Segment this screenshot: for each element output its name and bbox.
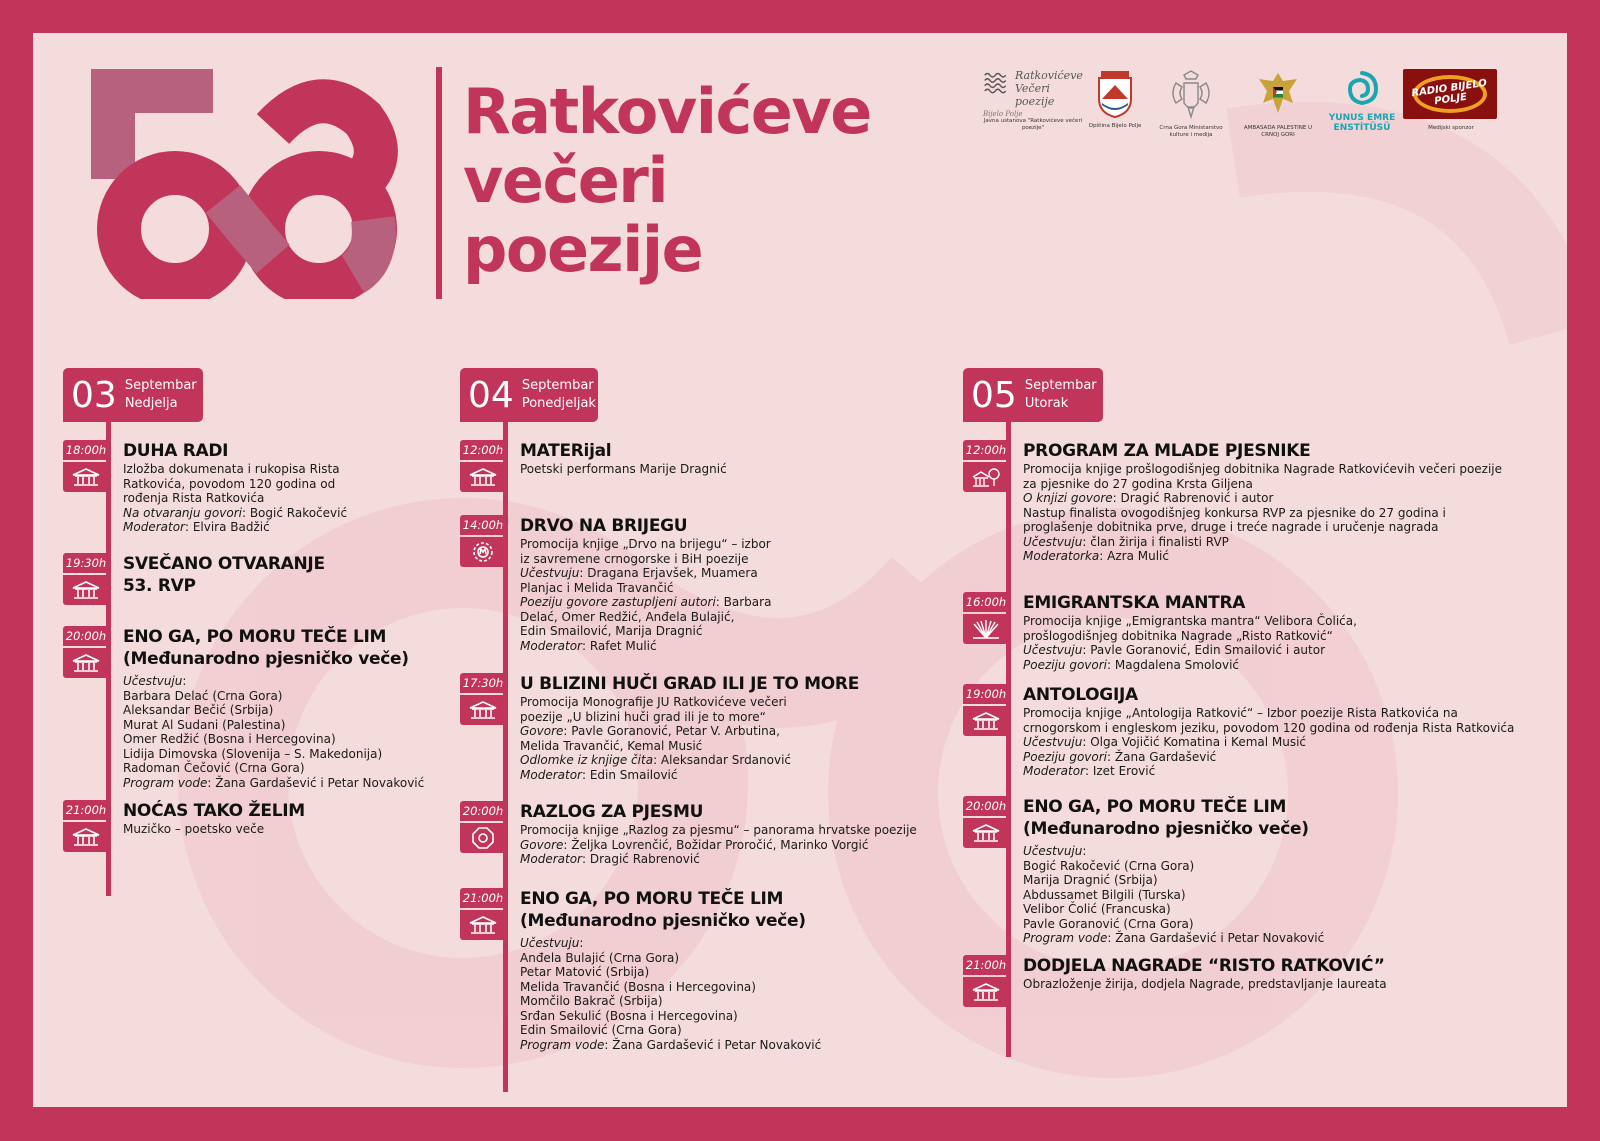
event-title: U BLIZINI HUČI GRAD ILI JE TO MORE	[520, 674, 860, 694]
building-icon	[63, 648, 109, 678]
building-icon	[460, 910, 506, 940]
book-icon	[963, 614, 1009, 644]
event-title-line-2: 53. RVP	[123, 576, 196, 596]
event-detail-line: Delać, Omer Redžić, Anđela Bulajić,	[520, 609, 735, 624]
event-time: 19:00h	[963, 684, 1009, 704]
event-detail-line: Program vode: Žana Gardašević i Petar Novaković	[520, 1037, 822, 1052]
event-title: DRVO NA BRIJEGU	[520, 516, 688, 536]
event-description	[520, 537, 771, 653]
event-detail-line: Učestvuju:	[520, 936, 584, 950]
event-title: ANTOLOGIJA	[1023, 685, 1138, 705]
event-title: NOĆAS TAKO ŽELIM	[123, 801, 305, 821]
day-tab	[460, 368, 598, 422]
event-detail-line: Omer Redžić (Bosna i Hercegovina)	[123, 732, 336, 746]
event-description	[520, 936, 821, 1052]
building-icon	[963, 706, 1009, 736]
event-detail-line: O knjizi govore: Dragić Rabrenović i autor	[1023, 491, 1274, 505]
event-detail-line: Poeziju govori: Žana Gardašević	[1023, 749, 1217, 764]
event-detail-line: Poeziju govore zastupljeni autori: Barbara	[520, 595, 772, 609]
event-time: 18:00h	[63, 440, 109, 460]
event-detail-line: Program vode: Žana Gardašević i Petar Novaković	[123, 775, 425, 790]
event-time: 16:00h	[963, 592, 1009, 612]
event-description	[123, 822, 305, 837]
event-title: MATERijal	[520, 441, 612, 461]
event-detail-line: Poeziju govori: Magdalena Smolović	[1023, 657, 1240, 672]
event-detail-line: Srđan Sekulić (Bosna i Hercegovina)	[520, 1008, 738, 1023]
day-month: Septembar	[521, 378, 594, 393]
event-detail-line: Ratkovića, povodom 120 godina od	[123, 476, 336, 491]
event-title: RAZLOG ZA PJESMU	[520, 802, 704, 822]
event-time: 20:00h	[963, 796, 1009, 816]
event-detail-line: Učestvuju: član žirija i finalisti RVP	[1023, 534, 1229, 549]
event-description	[1023, 462, 1502, 564]
event-detail-line: Murat Al Sudani (Palestina)	[123, 717, 286, 732]
event-detail-line: proglašenje dobitnika prve, druge i treće nagrade i uručenje nagrada	[1023, 520, 1439, 534]
building-icon	[963, 977, 1009, 1007]
event-detail-line: Barbara Delać (Crna Gora)	[123, 688, 283, 703]
day-weekday: Ponedjeljak	[521, 396, 596, 411]
event-detail-line: iz savremene crnogorske i BiH poezije	[520, 551, 749, 566]
day-number: 05	[971, 374, 1017, 416]
event-detail-line: Petar Matović (Srbija)	[520, 965, 650, 979]
event-detail-line: Abdussamet Bilgili (Turska)	[1023, 887, 1186, 902]
event-title: SVEČANO OTVARANJE	[123, 554, 325, 574]
title-divider	[436, 67, 442, 299]
event-time: 20:00h	[63, 626, 109, 646]
event-detail-line: Moderator: Rafet Mulić	[520, 638, 657, 653]
event-detail-line: Nastup finalista ovogodišnjeg konkursa RVP za pjesnike do 27 godina i	[1023, 505, 1446, 520]
building-icon	[460, 462, 506, 492]
day-weekday: Nedjelja	[124, 396, 178, 411]
building-icon	[460, 695, 506, 725]
gear-emblem-icon	[460, 537, 506, 567]
event-detail-line: Govore: Pavle Goranović, Petar V. Arbutina,	[520, 724, 780, 738]
event-detail-line: Govore: Željka Lovrenčić, Božidar Proročić, Marinko Vorgić	[520, 837, 869, 852]
event-detail-line: Moderator: Elvira Badžić	[123, 520, 270, 534]
event-time: 12:00h	[963, 440, 1009, 460]
event-detail-line: Radoman Čečović (Crna Gora)	[123, 761, 305, 775]
eagle-emblem-icon	[1253, 69, 1303, 121]
event-detail-line: Promocija knjige „Antologija Ratković“ – Izbor poezije Rista Ratkovića na	[1023, 706, 1458, 720]
sponsor-yunus-text: YUNUS EMRE ENSTİTÜSÜ	[1328, 113, 1396, 133]
library-tree-icon	[963, 462, 1009, 492]
event-detail-line: za pjesnike do 27 godina Krsta Giljena	[1023, 476, 1253, 491]
event-time: 17:30h	[460, 673, 506, 693]
event-detail-line: Moderator: Edin Smailović	[520, 767, 678, 782]
poster	[33, 33, 1567, 1107]
sponsor-logos	[983, 69, 1553, 149]
waves-icon	[983, 69, 1011, 99]
event-time: 21:00h	[963, 955, 1009, 975]
event-detail-line: Aleksandar Bečić (Srbija)	[123, 703, 274, 717]
sponsor-vecer-text3: Bijelo Polje	[983, 110, 1023, 118]
event-detail-line: Učestvuju:	[123, 674, 187, 688]
event-detail-line: Promocija Monografije JU Ratkovićeve večeri	[520, 695, 787, 709]
event-description	[520, 823, 917, 867]
title-line-1: Ratkovićeve	[463, 75, 871, 148]
event-title: DUHA RADI	[123, 441, 229, 461]
event-detail-line: rođenja Rista Ratkovića	[123, 491, 265, 505]
day-month: Septembar	[124, 378, 197, 393]
event-description	[1023, 844, 1324, 946]
sponsor-radio-text: RADIO BIJELO POLJE	[1410, 77, 1488, 108]
day-number: 03	[71, 374, 117, 416]
event-detail-line: Marija Dragnić (Srbija)	[1023, 873, 1158, 887]
sponsor-vecer-text2: Večeri poezije	[1014, 82, 1055, 108]
sponsor-palestine	[1235, 69, 1321, 139]
day-weekday: Utorak	[1024, 396, 1069, 411]
event-title-line-2: (Međunarodno pjesničko veče)	[520, 911, 806, 931]
sponsor-yunus-emre	[1327, 69, 1397, 133]
sponsor-crna-gora-caption: Crna Gora Ministarstvo kulture i medija	[1159, 125, 1223, 138]
event-detail-line: Promocija knjige prošlogodišnjeg dobitnika Nagrade Ratkovićevih večeri poezije	[1023, 462, 1503, 476]
event-detail-line: Velibor Čolić (Francuska)	[1023, 902, 1171, 916]
event-description	[1023, 614, 1357, 672]
event-time: 19:30h	[63, 553, 109, 573]
building-icon	[63, 575, 109, 605]
event-detail-line: Učestvuju: Dragana Erjavšek, Muamera	[520, 566, 758, 580]
event-title: ENO GA, PO MORU TEČE LIM	[1023, 797, 1287, 817]
day-tab	[963, 368, 1103, 422]
sponsor-radio-caption: Medijski sponzor	[1428, 125, 1474, 131]
event-detail-line: Moderator: Dragić Rabrenović	[520, 852, 700, 866]
event-detail-line: Edin Smailović (Crna Gora)	[520, 1023, 682, 1037]
event-detail-line: prošlogodišnjeg dobitnika Nagrade „Risto Ratković“	[1023, 628, 1333, 643]
event-title: DODJELA NAGRADE “RISTO RATKOVIĆ”	[1023, 956, 1385, 976]
event-detail-line: Melida Travančić, Kemal Musić	[520, 738, 703, 753]
title-line-2: večeri	[463, 144, 668, 217]
sponsor-vecer-caption: Javna ustanova "Ratkovićeve večeri poezije"	[983, 118, 1083, 131]
festival-53-logo	[73, 69, 413, 299]
event-detail-line: Edin Smailović, Marija Dragnić	[520, 624, 703, 638]
event-description	[1023, 706, 1514, 779]
day-month: Septembar	[1024, 378, 1097, 393]
sponsor-radio	[1403, 69, 1499, 132]
event-title: EMIGRANTSKA MANTRA	[1023, 593, 1246, 613]
event-detail-line: Promocija knjige „Emigrantska mantra“ Velibora Čolića,	[1023, 614, 1357, 628]
coat-of-arms-icon	[1166, 69, 1216, 121]
event-detail-line: Moderator: Izet Erović	[1023, 764, 1156, 778]
event-detail-line: Momčilo Bakrač (Srbija)	[520, 994, 663, 1008]
event-title-line-2: (Međunarodno pjesničko veče)	[123, 649, 409, 669]
event-description	[1023, 977, 1387, 992]
event-detail-line: Bogić Rakočević (Crna Gora)	[1023, 858, 1195, 873]
badge-icon	[460, 823, 506, 853]
sponsor-vecer-text1: Ratkovićeve	[1014, 69, 1083, 82]
event-title: ENO GA, PO MORU TEČE LIM	[520, 889, 784, 909]
building-icon	[963, 818, 1009, 848]
event-time: 20:00h	[460, 801, 506, 821]
sponsor-opstina	[1083, 69, 1147, 130]
sponsor-vecer-logo	[983, 69, 1083, 132]
sponsor-opstina-caption: Opština Bijelo Polje	[1088, 123, 1142, 129]
day-number: 04	[468, 374, 514, 416]
event-description	[123, 674, 424, 790]
event-detail-line: Izložba dokumenata i rukopisa Rista	[123, 462, 340, 476]
event-detail-line: Učestvuju:	[1023, 844, 1087, 858]
radio-logo	[1403, 69, 1497, 119]
event-detail-line: Pavle Goranović (Crna Gora)	[1023, 916, 1194, 931]
title-line-3: poezije	[463, 213, 703, 286]
day-tab	[63, 368, 203, 422]
event-time: 21:00h	[460, 888, 506, 908]
event-detail-line: Moderatorka: Azra Mulić	[1023, 549, 1169, 563]
event-time: 21:00h	[63, 800, 109, 820]
event-time: 14:00h	[460, 515, 506, 535]
building-icon	[63, 462, 109, 492]
event-title: ENO GA, PO MORU TEČE LIM	[123, 627, 387, 647]
event-description	[520, 695, 859, 782]
event-detail-line: Program vode: Žana Gardašević i Petar Novaković	[1023, 931, 1325, 945]
event-detail-line: Planjac i Melida Travančić	[520, 580, 674, 595]
event-detail-line: Lidija Dimovska (Slovenija – S. Makedonija)	[123, 746, 383, 761]
sponsor-crna-gora	[1151, 69, 1231, 139]
event-detail-line: Anđela Bulajić (Crna Gora)	[520, 950, 680, 965]
sponsor-palestine-caption: AMBASADA PALESTINE U CRNOJ GORI	[1243, 125, 1313, 138]
event-detail-line: Odlomke iz knjige čita: Aleksandar Srdanović	[520, 753, 792, 767]
event-detail-line: Poetski performans Marije Dragnić	[520, 462, 727, 476]
event-detail-line: Učestvuju: Pavle Goranović, Edin Smailović i autor	[1023, 643, 1326, 657]
event-title-line-2: (Međunarodno pjesničko veče)	[1023, 819, 1309, 839]
event-detail-line: Promocija knjige „Razlog za pjesmu“ – panorama hrvatske poezije	[520, 823, 917, 837]
event-title: PROGRAM ZA MLADE PJESNIKE	[1023, 441, 1311, 461]
municipal-shield-icon	[1095, 69, 1135, 119]
event-detail-line: crnogorskom i engleskom jeziku, povodom 120 godina od rođenja Rista Ratkovića	[1023, 720, 1515, 735]
event-description	[520, 462, 727, 477]
event-detail-line: Muzičko – poetsko veče	[123, 822, 265, 836]
yunus-swirl-icon	[1342, 69, 1382, 107]
event-description	[123, 462, 347, 535]
event-detail-line: Na otvaranju govori: Bogić Rakočević	[123, 505, 348, 520]
event-detail-line: Melida Travančić (Bosna i Hercegovina)	[520, 979, 756, 994]
event-detail-line: Obrazloženje žirija, dodjela Nagrade, predstavljanje laureata	[1023, 977, 1387, 991]
event-detail-line: Promocija knjige „Drvo na brijegu“ – izbor	[520, 537, 771, 551]
event-detail-line: poezije „U blizini huči grad ili je to more“	[520, 709, 766, 724]
event-time: 12:00h	[460, 440, 506, 460]
festival-title	[463, 77, 933, 284]
event-detail-line: Učestvuju: Olga Vojičić Komatina i Kemal Musić	[1023, 735, 1307, 749]
building-icon	[63, 822, 109, 852]
